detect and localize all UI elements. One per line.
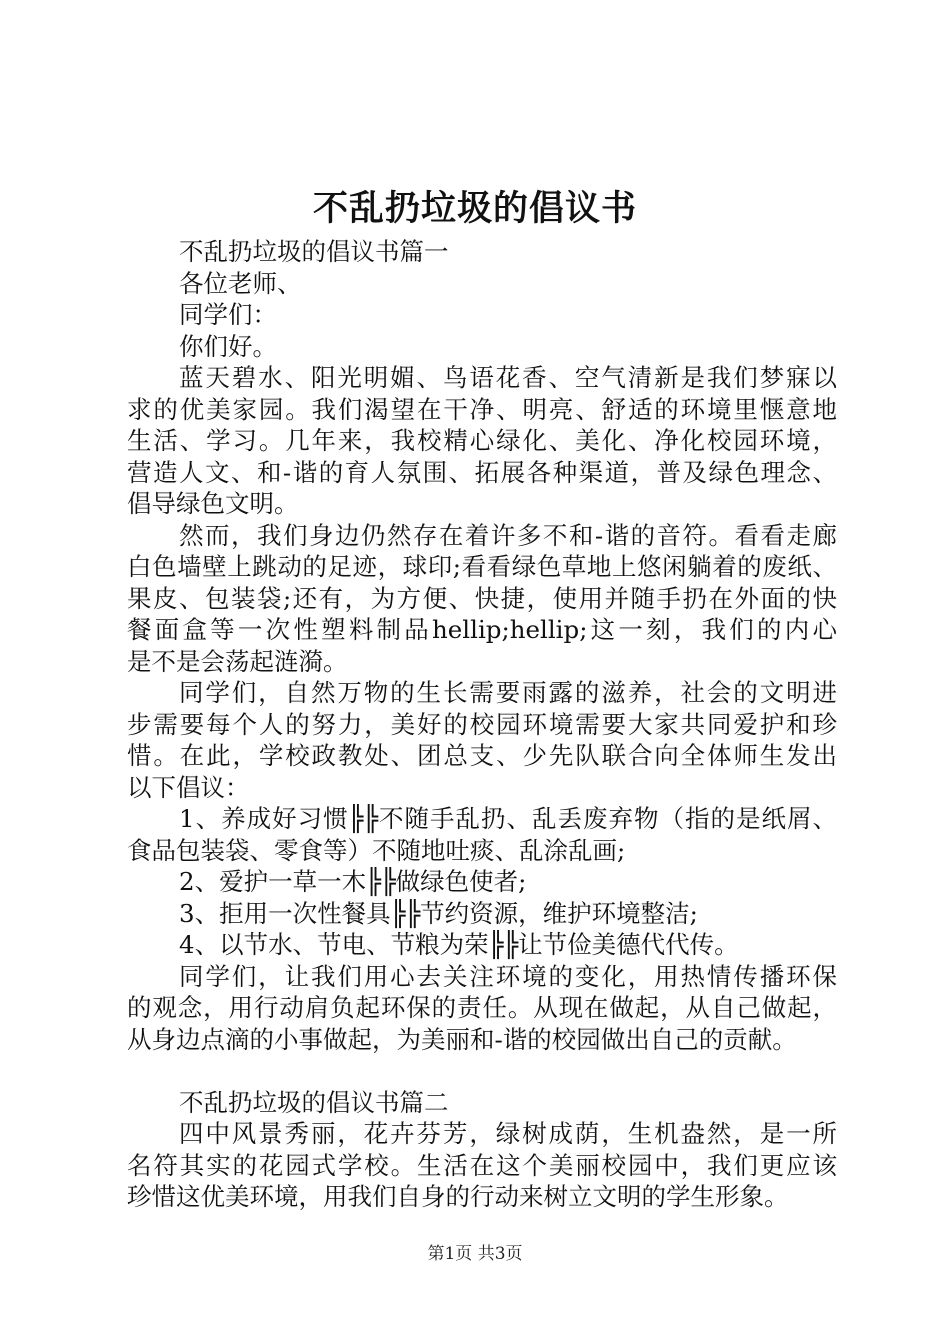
proposal-item-4: 4、以节水、节电、节粮为荣╠╠让节俭美德代代传。 <box>179 930 739 959</box>
paragraph-line: 食品包装袋、零食等）不随地吐痰、乱涂乱画; <box>127 835 626 865</box>
greeting-students: 同学们： <box>179 300 277 329</box>
paragraph-1 <box>127 362 837 520</box>
paragraph-2 <box>127 520 837 678</box>
paragraph-line: 蓝天碧水、阳光明媚、鸟语花香、空气清新是我们梦寐以 <box>179 363 837 392</box>
greeting-teachers: 各位老师、 <box>179 268 302 298</box>
paragraph-line: 惜。在此，学校政教处、团总支、少先队联合向全体师生发出 <box>127 741 837 770</box>
paragraph-line: 的观念，用行动肩负起环保的责任。从现在做起，从自己做起， <box>127 993 837 1022</box>
paragraph-5 <box>127 1118 837 1213</box>
paragraph-line: 营造人文、和-谐的育人氛围、拓展各种渠道，普及绿色理念、 <box>127 457 837 487</box>
paragraph-line: 是不是会荡起涟漪。 <box>127 646 348 676</box>
paragraph-line: 名符其实的花园式学校。生活在这个美丽校园中，我们更应该 <box>127 1150 837 1180</box>
paragraph-line: 珍惜这优美环境，用我们自身的行动来树立文明的学生形象。 <box>127 1182 789 1211</box>
paragraph-line: 同学们，自然万物的生长需要雨露的滋养，社会的文明进 <box>179 678 837 707</box>
paragraph-line: 步需要每个人的努力，美好的校园环境需要大家共同爱护和珍 <box>127 709 837 739</box>
paragraph-line: 以下倡议： <box>127 772 250 802</box>
paragraph-3 <box>127 677 837 803</box>
document-title: 不乱扔垃圾的倡议书 <box>312 188 637 229</box>
paragraph-line: 求的优美家园。我们渴望在干净、明亮、舒适的环境里惬意地 <box>127 394 837 424</box>
proposal-item-3: 3、拒用一次性餐具╠╠节约资源，维护环境整洁; <box>179 898 698 928</box>
paragraph-line: 生活、学习。几年来，我校精心绿化、美化、净化校园环境， <box>127 426 837 455</box>
section-heading-2: 不乱扔垃圾的倡议书篇二 <box>179 1087 449 1117</box>
paragraph-line: 然而，我们身边仍然存在着许多不和-谐的音符。看看走廊 <box>179 520 837 550</box>
proposal-item-1 <box>127 803 837 866</box>
paragraph-line: 果皮、包装袋;还有，为方便、快捷，使用并随手扔在外面的快 <box>127 583 837 613</box>
section-heading-1: 不乱扔垃圾的倡议书篇一 <box>179 237 449 266</box>
greeting-hello: 你们好。 <box>179 331 277 361</box>
paragraph-line: 四中风景秀丽，花卉芬芳，绿树成荫，生机盎然，是一所 <box>179 1119 837 1148</box>
paragraph-line: 白色墙壁上跳动的足迹，球印;看看绿色草地上悠闲躺着的废纸、 <box>127 552 837 581</box>
paragraph-line: 餐面盒等一次性塑料制品hellip;hellip;这一刻，我们的内心 <box>127 615 837 644</box>
paragraph-line: 倡导绿色文明。 <box>127 489 299 518</box>
paragraph-line: 1、养成好习惯╠╠不随手乱扔、乱丢废弃物（指的是纸屑、 <box>179 804 837 833</box>
paragraph-line: 从身边点滴的小事做起，为美丽和-谐的校园做出自己的贡献。 <box>127 1024 797 1054</box>
proposal-item-2: 2、爱护一草一木╠╠做绿色使者; <box>179 867 527 896</box>
paragraph-4 <box>127 961 837 1056</box>
paragraph-line: 同学们，让我们用心去关注环境的变化，用热情传播环保 <box>179 961 837 991</box>
section-spacer <box>127 1055 837 1087</box>
document-body <box>127 236 837 1213</box>
page-number-footer: 第1页 共3页 <box>427 1244 523 1264</box>
